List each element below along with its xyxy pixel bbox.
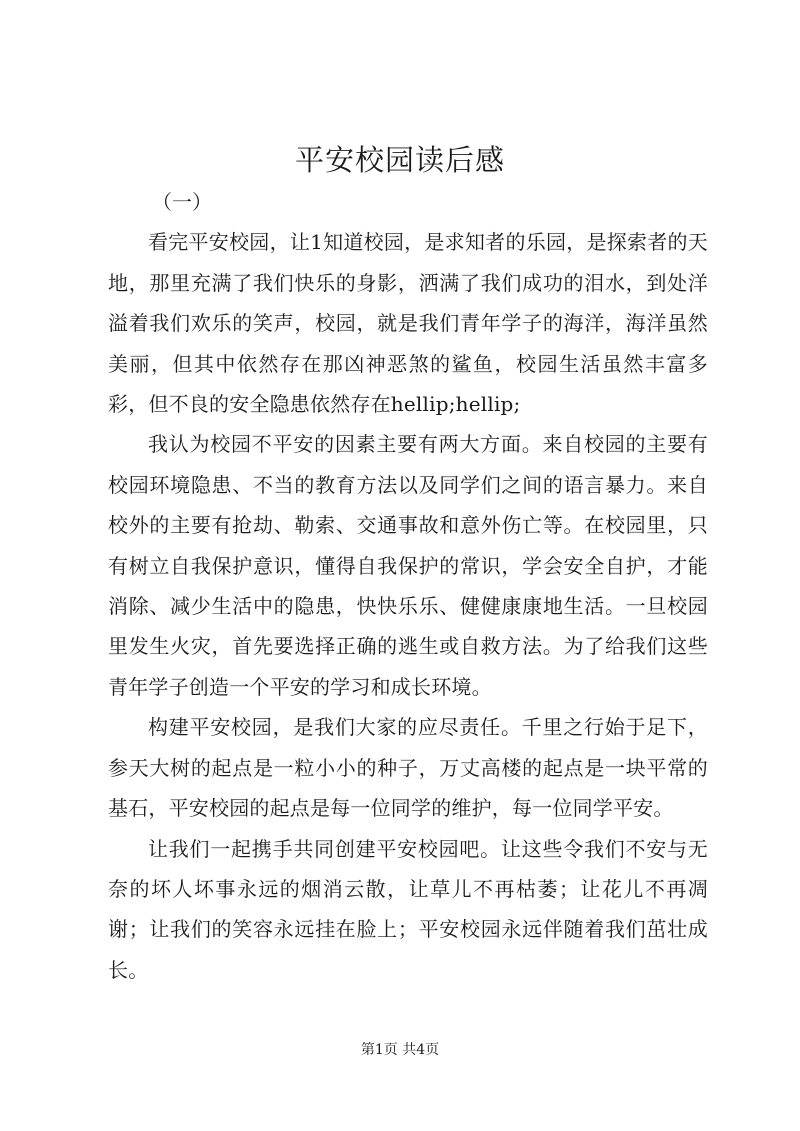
paragraph-3: 构建平安校园，是我们大家的应尽责任。千里之行始于足下，参天大树的起点是一粒小小的种子，万丈高楼的起点是一块平常的基石，平安校园的起点是每一位同学的维护，每一位同学平安。 [108,715,708,821]
paragraph-1: 看完平安校园，让1知道校园，是求知者的乐园，是探索者的天地，那里充满了我们快乐的身影，洒满了我们成功的泪水，到处洋溢着我们欢乐的笑声，校园，就是我们青年学子的海洋，海洋虽然美丽，但其中依然存在那凶神恶煞的鲨鱼，校园生活虽然丰富多彩，但不良的安全隐患依然存在hellip;hellip; [108,230,708,417]
document-title: 平安校园读后感 [294,143,505,177]
section-marker: （一） [152,190,212,214]
paragraph-2: 我认为校园不平安的因素主要有两大方面。来自校园的主要有校园环境隐患、不当的教育方法以及同学们之间的语言暴力。来自校外的主要有抢劫、勒索、交通事故和意外伤亡等。在校园里，只有树立自我保护意识，懂得自我保护的常识，学会安全自护，才能消除、减少生活中的隐患，快快乐乐、健健康康地生活。一旦校园里发生火灾，首先要选择正确的逃生或自救方法。为了给我们这些青年学子创造一个平安的学习和成长环境。 [108,432,708,699]
page-footer: 第1页 共4页 [360,1042,440,1058]
document-body [108,182,708,990]
paragraph-4: 让我们一起携手共同创建平安校园吧。让这些令我们不安与无奈的坏人坏事永远的烟消云散，让草儿不再枯萎；让花儿不再凋谢；让我们的笑容永远挂在脸上；平安校园永远伴随着我们茁壮成长。 [108,836,708,982]
